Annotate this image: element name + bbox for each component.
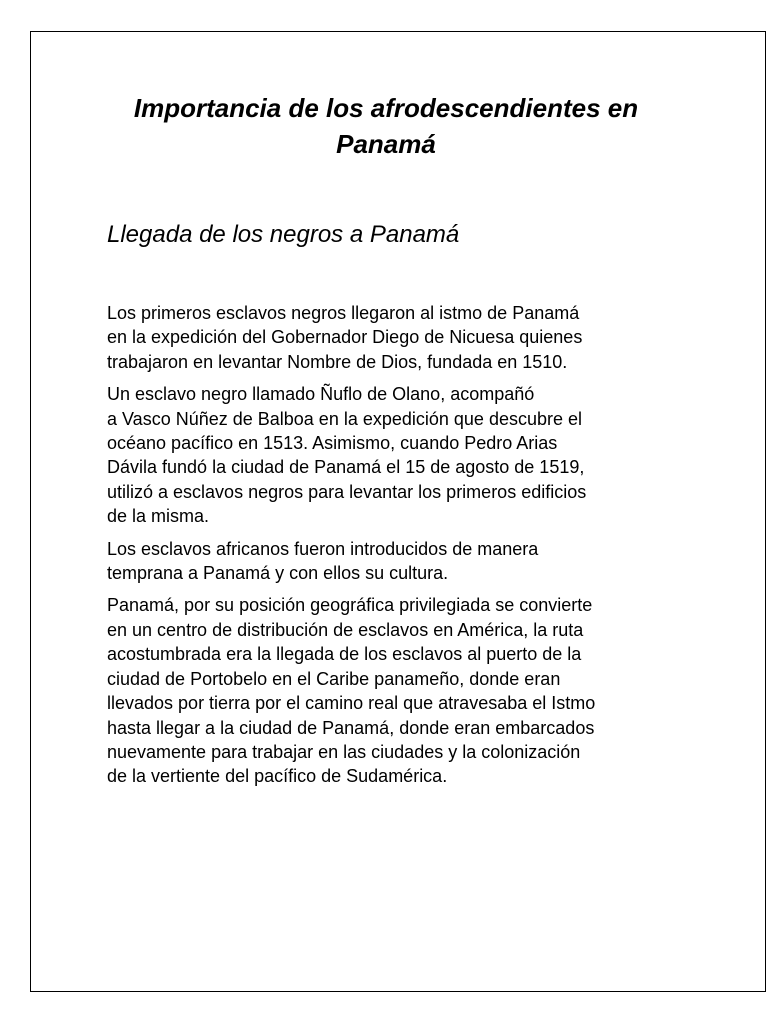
text-line: Panamá, por su posición geográfica privilegiada se convierte bbox=[107, 595, 593, 616]
text-line: hasta llegar a la ciudad de Panamá, donde eran embarcados bbox=[107, 717, 595, 738]
title-line: Importancia de los afrodescendientes en bbox=[133, 93, 639, 123]
text-line: en la expedición del Gobernador Diego de Nicuesa quienes bbox=[107, 327, 583, 348]
text-line: temprana a Panamá y con ellos su cultura. bbox=[107, 563, 449, 584]
text-line: llevados por tierra por el camino real que atravesaba el Istmo bbox=[107, 693, 596, 714]
text-line: Dávila fundó la ciudad de Panamá el 15 de agosto de 1519, bbox=[107, 457, 585, 478]
text-line: océano pacífico en 1513. Asimismo, cuando Pedro Arias bbox=[107, 433, 558, 454]
paragraph bbox=[107, 301, 667, 374]
text-line: en un centro de distribución de esclavos en América, la ruta bbox=[107, 619, 584, 640]
paragraph bbox=[107, 382, 667, 528]
document-body bbox=[107, 301, 667, 797]
text-line: a Vasco Núñez de Balboa en la expedición que descubre el bbox=[107, 408, 582, 429]
text-line: Los esclavos africanos fueron introducidos de manera bbox=[107, 538, 539, 559]
text-line: acostumbrada era la llegada de los esclavos al puerto de la bbox=[107, 644, 582, 665]
text-line: utilizó a esclavos negros para levantar los primeros edificios bbox=[107, 481, 587, 502]
text-line: ciudad de Portobelo en el Caribe panameño, donde eran bbox=[107, 668, 561, 689]
text-line: Los primeros esclavos negros llegaron al istmo de Panamá bbox=[107, 303, 580, 323]
text-line: de la misma. bbox=[107, 506, 210, 527]
text-line: trabajaron en levantar Nombre de Dios, fundada en 1510. bbox=[107, 351, 568, 372]
text-line: de la vertiente del pacífico de Sudamérica. bbox=[107, 766, 448, 787]
document-title bbox=[80, 90, 692, 162]
text-line: Un esclavo negro llamado Ñuflo de Olano, acompañó bbox=[107, 384, 535, 405]
text-line: nuevamente para trabajar en las ciudades y la colonización bbox=[107, 741, 581, 762]
section-heading: Llegada de los negros a Panamá bbox=[107, 221, 460, 248]
title-line: Panamá bbox=[336, 129, 436, 159]
paragraph bbox=[107, 537, 667, 586]
paragraph bbox=[107, 593, 667, 788]
